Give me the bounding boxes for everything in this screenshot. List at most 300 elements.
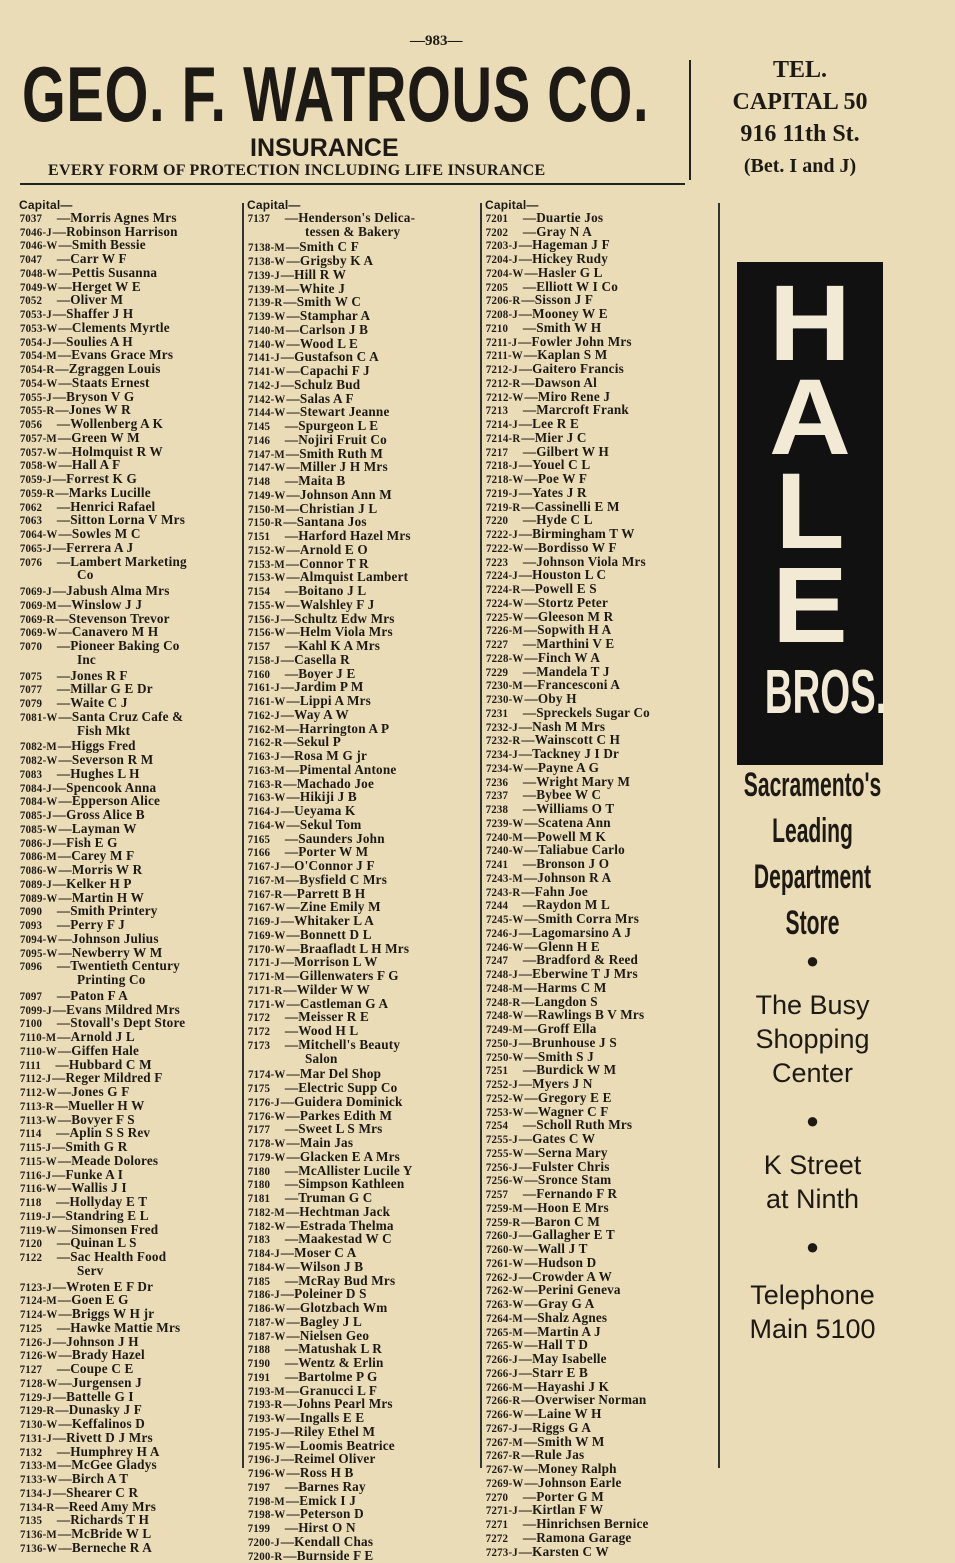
phone-number: 7145	[248, 421, 271, 434]
listing-name: —Duartie Jos	[509, 210, 603, 225]
listing-name: —Reed Amy Mrs	[55, 1499, 156, 1514]
phone-number: 7252-W	[486, 1093, 524, 1106]
directory-entry	[19, 1251, 247, 1265]
phone-number: 7187-W	[248, 1331, 286, 1344]
listing-name: —Granucci L F	[286, 1383, 377, 1398]
listing-name: —Holmquist R W	[59, 444, 163, 459]
listing-name: —Spreckels Sugar Co	[509, 705, 650, 720]
listing-name: —Reimel Oliver	[281, 1451, 376, 1466]
listing-continuation: Printing Co	[19, 974, 247, 987]
listing-name: —Carr W F	[43, 251, 127, 266]
directory-entry	[247, 379, 475, 393]
listing-name: —Shearer C R	[53, 1485, 138, 1500]
listing-name: —Fernando F R	[509, 1186, 617, 1201]
listing-name: —Winslow J J	[58, 597, 142, 612]
listing-name: —Casella R	[281, 652, 350, 667]
phone-number: 7185	[248, 1276, 271, 1289]
listing-name: —Lambert Marketing	[43, 554, 187, 569]
phone-number: 7223	[486, 557, 509, 570]
phone-number: 7262-J	[486, 1272, 518, 1285]
phone-number: 7069-R	[20, 614, 55, 627]
directory-entry	[485, 1436, 713, 1450]
listing-name: —Bovyer F S	[58, 1112, 135, 1127]
phone-number: 7138-M	[248, 242, 285, 255]
phone-number: 7064-W	[20, 529, 58, 542]
listing-name: —Berneche R A	[59, 1540, 152, 1555]
directory-entry	[19, 391, 247, 405]
directory-entry	[485, 473, 713, 487]
listing-name: —Henrici Rafael	[43, 499, 156, 514]
directory-column-3	[485, 199, 713, 1559]
listing-name: —Morris W R	[59, 862, 143, 877]
phone-number: 7166	[248, 847, 271, 860]
phone-number: 7219-J	[486, 488, 518, 501]
listing-name: —Staats Ernest	[59, 375, 150, 390]
directory-entry	[485, 418, 713, 432]
phone-number: 7139-R	[248, 297, 283, 310]
listing-name: —Hickey Rudy	[519, 251, 608, 266]
phone-number: 7125	[20, 1323, 43, 1336]
listing-name: —Stovall's Dept Store	[43, 1015, 186, 1030]
phone-number: 7079	[20, 698, 43, 711]
phone-number: 7056	[20, 419, 43, 432]
phone-number: 7133-W	[20, 1474, 58, 1487]
phone-number: 7270	[486, 1492, 509, 1505]
directory-entry	[247, 255, 475, 269]
listing-name: —Brunhouse J S	[519, 1035, 617, 1050]
phone-number: 7049-W	[20, 282, 58, 295]
phone-number: 7176-J	[248, 1097, 280, 1110]
listing-name: —Oliver M	[43, 292, 123, 307]
listing-name: —Smith S J	[525, 1049, 594, 1064]
listing-continuation: Inc	[19, 654, 247, 667]
phone-number: 7254	[486, 1120, 509, 1133]
phone-number: 7116-J	[20, 1170, 51, 1183]
ad-text	[735, 762, 890, 1346]
phone-number: 7265-M	[486, 1327, 523, 1340]
phone-number: 7128-W	[20, 1378, 58, 1391]
tel-label: TEL.	[700, 54, 900, 86]
phone-number: 7122	[20, 1252, 43, 1265]
phone-number: 7167-W	[248, 902, 286, 915]
phone-number: 7070	[20, 641, 43, 654]
logo-bros: BROS.	[765, 660, 856, 726]
phone-number: 7195-J	[248, 1427, 280, 1440]
ad-line: Center	[735, 1056, 890, 1090]
phone-number: 7058-W	[20, 460, 58, 473]
listing-name: —Houston L C	[519, 567, 606, 582]
listing-name: —Gates C W	[519, 1131, 595, 1146]
listing-name: —Connor T R	[286, 556, 369, 571]
listing-name: —Lagomarsino A J	[519, 925, 631, 940]
listing-name: —Stamphar A	[287, 308, 371, 323]
phone-number: 7171-J	[248, 957, 280, 970]
phone-number: 7267-M	[486, 1437, 523, 1450]
phone-number: 7140-W	[248, 339, 286, 352]
phone-number: 7113-W	[20, 1115, 57, 1128]
listing-name: —Forrest K G	[53, 471, 137, 486]
directory-entry	[485, 1243, 713, 1257]
listing-name: —Evans Mildred Mrs	[53, 1002, 180, 1017]
listing-name: —Riggs G A	[519, 1420, 591, 1435]
phone-number: 7234-J	[486, 749, 518, 762]
phone-number: 7256-J	[486, 1162, 518, 1175]
phone-number: 7142-W	[248, 394, 286, 407]
listing-name: —Santa Cruz Cafe &	[59, 709, 184, 724]
directory-entry	[247, 1550, 475, 1563]
phone-number: 7222-W	[486, 543, 524, 556]
phone-number: 7179-W	[248, 1152, 286, 1165]
phone-number: 7141-J	[248, 352, 280, 365]
phone-number: 7148	[248, 476, 271, 489]
phone-number: 7169-J	[248, 916, 280, 929]
phone-number: 7163-W	[248, 792, 286, 805]
listing-name: —Poleiner D S	[281, 1286, 367, 1301]
listing-name: —Jurgensen J	[59, 1375, 142, 1390]
listing-name: —Walshley F J	[287, 597, 375, 612]
listing-name: —Almquist Lambert	[287, 569, 409, 584]
phone-number: 7272	[486, 1533, 509, 1546]
phone-number: 7261-W	[486, 1258, 524, 1271]
phone-number: 7265-W	[486, 1340, 524, 1353]
contact-block	[700, 54, 900, 182]
phone-number: 7252-J	[486, 1079, 518, 1092]
phone-number: 7096	[20, 961, 43, 974]
listing-name: —Parkes Edith M	[287, 1108, 393, 1123]
directory-entry	[485, 1408, 713, 1422]
directory-entry	[19, 446, 247, 460]
directory-entry	[247, 1508, 475, 1522]
listing-name: —Fowler John Mrs	[518, 334, 632, 349]
directory-entry	[485, 363, 713, 377]
phone-number: 7182-M	[248, 1207, 285, 1220]
listing-name: —Finch W A	[525, 650, 601, 665]
listing-name: —Hughes L H	[43, 766, 140, 781]
phone-number: 7055-J	[20, 392, 52, 405]
phone-number: 7195-W	[248, 1441, 286, 1454]
listing-name: —Twentieth Century	[43, 958, 180, 973]
directory-entry	[19, 1542, 247, 1556]
directory-entry	[247, 778, 475, 792]
listing-name: —Mandela T J	[509, 664, 610, 679]
phone-number: 7266-W	[486, 1409, 524, 1422]
directory-entry	[485, 281, 713, 295]
phone-number: 7253-W	[486, 1107, 524, 1120]
phone-number: 7094-W	[20, 934, 58, 947]
phone-number: 7057-W	[20, 447, 58, 460]
listing-name: —Schultz Edw Mrs	[281, 611, 395, 626]
phone-number: 7266-J	[486, 1368, 518, 1381]
phone-number: 7208-J	[486, 309, 518, 322]
phone-number: 7234-W	[486, 763, 524, 776]
listing-name: —Brady Hazel	[59, 1347, 145, 1362]
listing-name: —Bonnett D L	[287, 927, 372, 942]
listing-name: —McRay Bud Mrs	[271, 1273, 396, 1288]
listing-name: —Electric Supp Co	[271, 1080, 398, 1095]
phone-number: 7224-W	[486, 598, 524, 611]
phone-number: 7139-M	[248, 284, 285, 297]
phone-number: 7240-M	[486, 832, 523, 845]
listing-name: —Paton F A	[43, 988, 128, 1003]
listing-name: —Rule Jas	[521, 1447, 584, 1462]
phone-number: 7167-M	[248, 875, 285, 888]
listing-name: —Smith W H	[509, 320, 601, 335]
listing-name: —Wood L E	[287, 336, 358, 351]
listing-name: —Jabush Alma Mrs	[53, 583, 170, 598]
listing-name: —Gray N A	[509, 224, 592, 239]
phone-number: 7190	[248, 1358, 271, 1371]
listing-name: —Giffen Hale	[58, 1043, 139, 1058]
phone-number: 7200-J	[248, 1537, 280, 1550]
listing-name: —O'Connor J F	[281, 858, 375, 873]
listing-name: —Simpson Kathleen	[271, 1176, 405, 1191]
phone-number: 7217	[486, 447, 509, 460]
listing-name: —Gillenwaters F G	[286, 968, 399, 983]
listing-name: —Rosa M G jr	[281, 748, 367, 763]
listing-name: —Wagner C F	[525, 1104, 609, 1119]
listing-name: —Fahn Joe	[521, 884, 588, 899]
listing-name: —Stevenson Trevor	[55, 611, 169, 626]
directory-entry	[19, 239, 247, 253]
listing-name: —Hageman J F	[519, 237, 610, 252]
phone-number: 7246-J	[486, 928, 518, 941]
listing-name: —Wollenberg A K	[43, 416, 163, 431]
listing-name: —Laine W H	[525, 1406, 602, 1421]
listing-name: —Johnson Julius	[59, 931, 159, 946]
phone-number: 7077	[20, 684, 43, 697]
listing-name: —Evans Grace Mrs	[58, 347, 173, 362]
listing-name: —Eberwine T J Mrs	[519, 966, 638, 981]
phone-number: 7086-W	[20, 865, 58, 878]
listing-name: —Arnold E O	[287, 542, 368, 557]
listing-name: —Pimental Antone	[286, 762, 397, 777]
phone-number: 7123-J	[20, 1282, 52, 1295]
listing-name: —Morris Agnes Mrs	[43, 210, 177, 225]
listing-name: —Cassinelli E M	[521, 499, 619, 514]
directory-entry	[247, 1123, 475, 1137]
phone-number: 7204-W	[486, 268, 524, 281]
directory-entry	[485, 1326, 713, 1340]
listing-name: —Kelker H P	[53, 876, 132, 891]
phone-number: 7129-R	[20, 1405, 55, 1418]
column-divider	[718, 203, 720, 1468]
phone-number: 7162-J	[248, 710, 280, 723]
listing-name: —Ferrera A J	[53, 540, 134, 555]
bullet-icon: ●	[735, 948, 890, 974]
phone-number: 7138-W	[248, 256, 286, 269]
listing-name: —Machado Joe	[283, 776, 374, 791]
listing-name: —Barnes Ray	[271, 1479, 366, 1494]
phone-number: 7266-M	[486, 1382, 523, 1395]
phone-number: 7135	[20, 1515, 43, 1528]
listing-name: —Hall T D	[525, 1337, 589, 1352]
listing-name: —Schulz Bud	[281, 377, 361, 392]
phone-number: 7198-W	[248, 1509, 286, 1522]
listing-name: —Ueyama K	[281, 803, 356, 818]
directory-column-1	[19, 199, 247, 1556]
listing-name: —Porter G M	[509, 1489, 604, 1504]
phone-number: 7226-M	[486, 625, 523, 638]
listing-name: —Hill R W	[281, 267, 346, 282]
listing-name: —Hikiji J B	[287, 789, 357, 804]
listing-name: —Sitton Lorna V Mrs	[43, 512, 185, 527]
listing-name: —Gregory E E	[525, 1090, 612, 1105]
phone-number: 7214-R	[486, 433, 521, 446]
listing-name: —Hinrichsen Bernice	[509, 1516, 649, 1531]
listing-name: —Miro Rene J	[525, 389, 611, 404]
phone-number: 7164-W	[248, 820, 286, 833]
phone-number: 7240-W	[486, 845, 524, 858]
listing-name: —Hollyday E T	[42, 1194, 147, 1209]
phone-number: 7075	[20, 671, 43, 684]
listing-continuation: tessen & Bakery	[247, 226, 475, 239]
directory-entry	[247, 723, 475, 737]
listing-name: —Hechtman Jack	[286, 1204, 390, 1219]
phone-number: 7134-J	[20, 1488, 52, 1501]
phone-number: 7176-W	[248, 1111, 286, 1124]
listing-name: —Clements Myrtle	[59, 320, 170, 335]
directory-entry	[247, 269, 475, 283]
phone-number: 7211-J	[486, 337, 517, 350]
listing-name: —Johnson Earle	[525, 1475, 622, 1490]
listing-name: —Gray G A	[525, 1296, 595, 1311]
listing-name: —Hoon E Mrs	[524, 1200, 609, 1215]
phone-number: 7161-W	[248, 696, 286, 709]
listing-name: —Gaitero Francis	[519, 361, 624, 376]
listing-name: —Richards T H	[43, 1512, 149, 1527]
phone-number: 7218-J	[486, 460, 518, 473]
listing-name: —Loomis Beatrice	[287, 1438, 395, 1453]
listing-name: —Briggs W H jr	[59, 1306, 155, 1321]
listing-name: —Starr E B	[519, 1365, 588, 1380]
phone-number: 7112-J	[20, 1073, 51, 1086]
directory-entry	[19, 1169, 247, 1183]
listing-name: —Fulster Chris	[519, 1159, 610, 1174]
phone-number: 7162-M	[248, 724, 285, 737]
listing-name: —Shaffer J H	[53, 306, 134, 321]
listing-name: —Waite C J	[43, 695, 128, 710]
phone-number: 7206-R	[486, 295, 521, 308]
listing-name: —Johns Pearl Mrs	[283, 1396, 392, 1411]
listing-name: —Keffalinos D	[59, 1416, 145, 1431]
phone-number: 7251	[486, 1065, 509, 1078]
directory-entry	[19, 1155, 247, 1169]
listing-name: —Groff Ella	[524, 1021, 597, 1036]
directory-entry	[247, 1453, 475, 1467]
phone-number: 7124-M	[20, 1295, 57, 1308]
phone-number: 7197	[248, 1482, 271, 1495]
listing-name: —Saunders John	[271, 831, 385, 846]
phone-number: 7212-J	[486, 364, 518, 377]
listing-name: —Matushak L R	[271, 1341, 382, 1356]
listing-name: —Hyde C L	[509, 512, 593, 527]
listing-name: —Gallagher E T	[519, 1227, 615, 1242]
listing-name: —Stortz Peter	[525, 595, 609, 610]
ad-line: The Busy	[735, 988, 890, 1022]
phone-number: 7210	[486, 323, 509, 336]
listing-name: —Maakestad W C	[271, 1231, 392, 1246]
phone-number: 7266-J	[486, 1354, 518, 1367]
phone-number: 7069-J	[20, 586, 52, 599]
phone-number: 7259-M	[486, 1203, 523, 1216]
listing-name: —Carey M F	[58, 848, 134, 863]
phone-number: 7090	[20, 906, 43, 919]
listing-name: —Harms C M	[524, 980, 607, 995]
listing-name: —Henderson's Delica-	[271, 210, 415, 225]
phone-number: 7188	[248, 1344, 271, 1357]
phone-number: 7163-J	[248, 751, 280, 764]
phone-number: 7082-M	[20, 741, 57, 754]
phone-number: 7126-J	[20, 1337, 52, 1350]
phone-number: 7205	[486, 282, 509, 295]
insurance-subtitle: INSURANCE	[250, 136, 399, 160]
phone-number: 7273-J	[486, 1547, 518, 1560]
logo-letter: L	[733, 464, 886, 558]
phone-number: 7169-W	[248, 930, 286, 943]
ad-line: K Street	[735, 1148, 890, 1182]
phone-number: 7213	[486, 405, 509, 418]
ad-line: Leading	[740, 808, 886, 854]
listing-name: —Marks Lucille	[55, 485, 150, 500]
directory-entry	[19, 281, 247, 295]
listing-name: —Jones W R	[55, 402, 131, 417]
column-divider	[242, 203, 244, 1468]
listing-name: —Mooney W E	[519, 306, 608, 321]
listing-name: —Sekul Tom	[287, 817, 362, 832]
phone-number: 7219-R	[486, 502, 521, 515]
listing-name: —Simonsen Fred	[58, 1222, 158, 1237]
listing-continuation: Serv	[19, 1265, 247, 1278]
listing-name: —Ingalls E E	[287, 1410, 365, 1425]
listing-name: —Birmingham T W	[519, 526, 635, 541]
cross-streets: (Bet. I and J)	[700, 150, 900, 182]
listing-name: —Kirtlan F W	[519, 1502, 603, 1517]
listing-name: —Wood H L	[271, 1023, 359, 1038]
listing-name: —Hudson D	[525, 1255, 597, 1270]
tel-number: CAPITAL 50	[700, 86, 900, 118]
listing-name: —Wentz & Erlin	[271, 1355, 384, 1370]
phone-number: 7112-W	[20, 1087, 57, 1100]
phone-number: 7095-W	[20, 948, 58, 961]
listing-name: —Marthini V E	[509, 636, 615, 651]
phone-number: 7154	[248, 586, 271, 599]
phone-number: 7140-M	[248, 325, 285, 338]
phone-number: 7248-R	[486, 997, 521, 1010]
listing-name: —Scholl Ruth Mrs	[509, 1117, 632, 1132]
listing-name: —Dawson Al	[521, 375, 597, 390]
directory-entry	[19, 1072, 247, 1086]
phone-number: 7126-W	[20, 1350, 58, 1363]
phone-number: 7263-W	[486, 1299, 524, 1312]
phone-number: 7081-W	[20, 712, 58, 725]
phone-number: 7174-W	[248, 1069, 286, 1082]
phone-number: 7142-J	[248, 380, 280, 393]
phone-number: 7119-J	[20, 1211, 51, 1224]
listing-name: —Pettis Susanna	[59, 265, 158, 280]
phone-number: 7211-W	[486, 350, 523, 363]
listing-continuation: Co	[19, 569, 247, 582]
phone-number: 7212-R	[486, 378, 521, 391]
phone-number: 7131-J	[20, 1433, 52, 1446]
phone-number: 7062	[20, 502, 43, 515]
listing-name: —Wright Mary M	[509, 774, 630, 789]
listing-name: —Perry F J	[43, 917, 125, 932]
phone-number: 7085-W	[20, 824, 58, 837]
phone-number: 7059-R	[20, 488, 55, 501]
phone-number: 7147-W	[248, 462, 286, 475]
phone-number: 7163-R	[248, 779, 283, 792]
listing-name: —Yates J R	[519, 485, 587, 500]
